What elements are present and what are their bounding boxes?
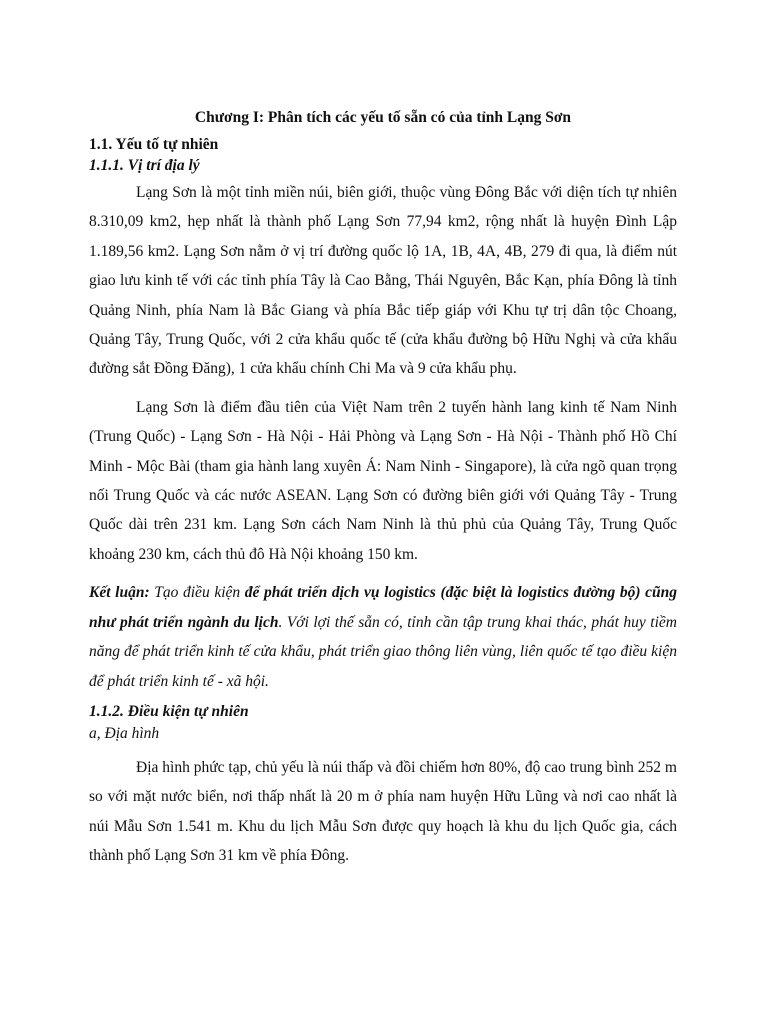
conclusion-paragraph <box>89 578 677 696</box>
conclusion-label: Kết luận: <box>89 584 150 602</box>
section-heading-1-1-1: 1.1.1. Vị trí địa lý <box>89 157 200 174</box>
conclusion-emphasis: để phát triển dịch vụ logistics (đặc biệt là logistics đường bộ) cũng như phát triển ngành du lịch <box>89 584 678 631</box>
conclusion-text-1: Tạo điều kiện <box>149 584 245 602</box>
paragraph-economic-corridor: Lạng Sơn là điểm đầu tiên của Việt Nam trên 2 tuyến hành lang kinh tế Nam Ninh (Trung Quốc) - Lạng Sơn - Hà Nội - Hải Phòng và Lạng Sơn - Hà Nội - Thành phố Hồ Chí Minh - Mộc Bài (tham gia hành lang xuyên Á: Nam Ninh - Singapore), là cửa ngõ quan trọng nối Trung Quốc và các nước ASEAN. Lạng Sơn có đường biên giới với Quảng Tây - Trung Quốc dài trên 231 km. Lạng Sơn cách Nam Ninh là thủ phủ của Quảng Tây, Trung Quốc khoảng 230 km, cách thủ đô Hà Nội khoảng 150 km. <box>89 398 677 563</box>
section-heading-1-1-2: 1.1.2. Điều kiện tự nhiên <box>89 702 249 720</box>
section-heading-1-1: 1.1. Yếu tố tự nhiên <box>89 136 219 153</box>
paragraph-terrain: Địa hình phức tạp, chủ yếu là núi thấp và đồi chiếm hơn 80%, độ cao trung bình 252 m so với mặt nước biển, nơi thấp nhất là 20 m ở phía nam huyện Hữu Lũng và nơi cao nhất là núi Mẫu Sơn 1.541 m. Khu du lịch Mẫu Sơn được quy hoạch là khu du lịch Quốc gia, cách thành phố Lạng Sơn 31 km về phía Đông. <box>89 758 677 865</box>
chapter-title: Chương I: Phân tích các yếu tố sẵn có của tỉnh Lạng Sơn <box>194 109 572 126</box>
paragraph-location: Lạng Sơn là một tỉnh miền núi, biên giới, thuộc vùng Đông Bắc với diện tích tự nhiên 8.310,09 km2, hẹp nhất là thành phố Lạng Sơn 77,94 km2, rộng nhất là huyện Đình Lập 1.189,56 km2. Lạng Sơn nằm ở vị trí đường quốc lộ 1A, 1B, 4A, 4B, 279 đi qua, là điểm nút giao lưu kinh tế với các tỉnh phía Tây là Cao Bằng, Thái Nguyên, Bắc Kạn, phía Đông là tỉnh Quảng Ninh, phía Nam là Bắc Giang và phía Bắc tiếp giáp với Khu tự trị dân tộc Choang, Quảng Tây, Trung Quốc, với 2 cửa khẩu quốc tế (cửa khẩu đường bộ Hữu Nghị và cửa khẩu đường sắt Đồng Đăng), 1 cửa khẩu chính Chi Ma và 9 cửa khẩu phụ. <box>89 184 677 378</box>
subsection-heading-terrain: a, Địa hình <box>89 724 160 742</box>
document-body <box>89 100 677 871</box>
conclusion-text-2: . Với lợi thế sẵn có, tỉnh cần tập trung khai thác, phát huy tiềm năng để phát triển kinh tế cửa khẩu, phát triển giao thông liên vùng, liên quốc tế tạo điều kiện để phát triển kinh tế - xã hội. <box>89 613 677 690</box>
